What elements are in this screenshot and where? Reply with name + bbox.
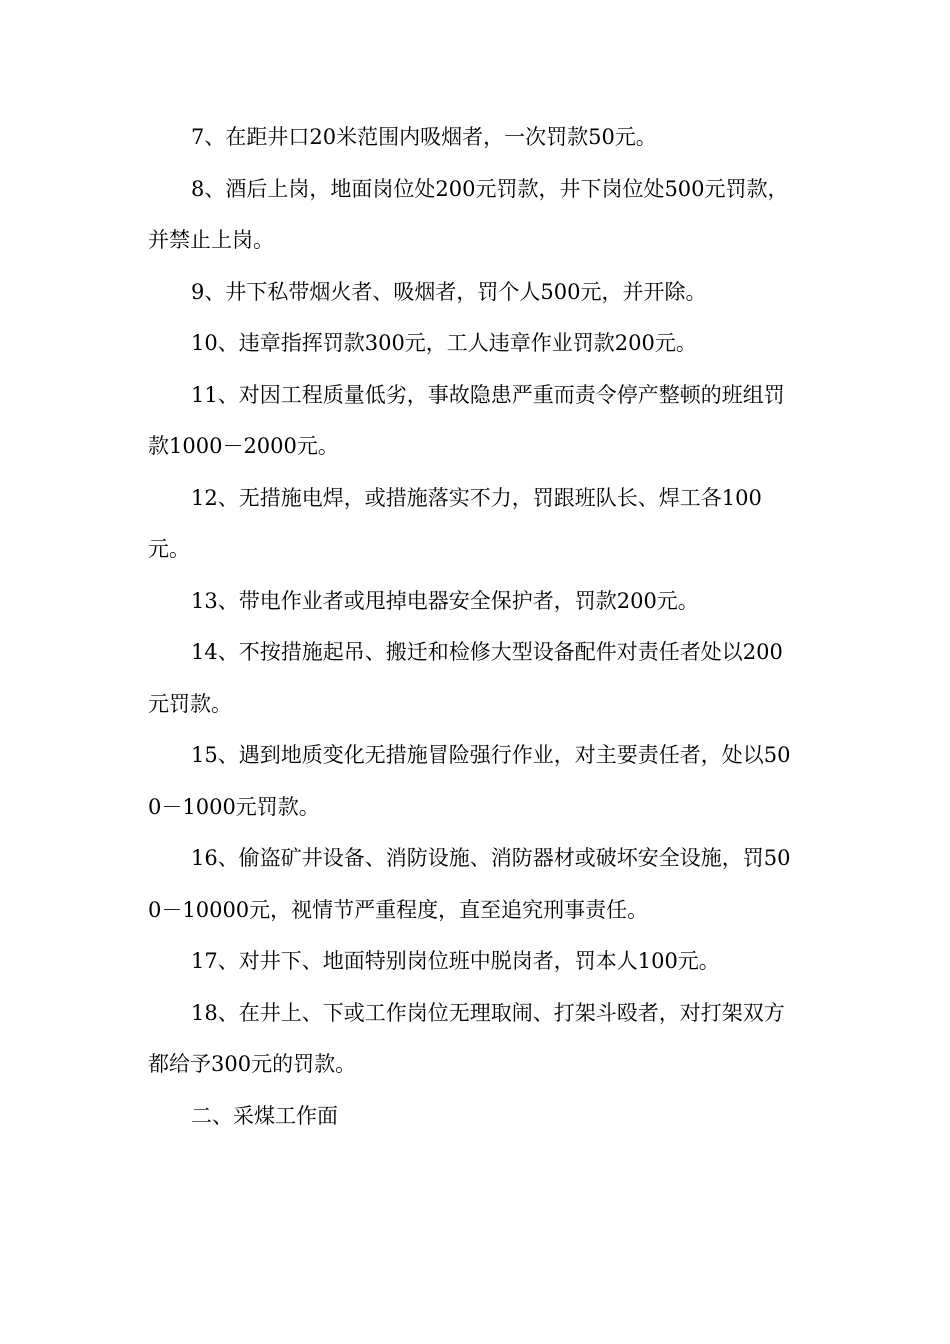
section-heading-coal-face: 二、采煤工作面 (191, 1103, 338, 1128)
paragraph-rule-12: 12、无措施电焊，或措施落实不力，罚跟班队长、焊工各100元。 (148, 485, 762, 561)
paragraph-rule-8: 8、酒后上岗，地面岗位处200元罚款，井下岗位处500元罚款，并禁止上岗。 (148, 176, 789, 252)
paragraph-rule-11: 11、对因工程质量低劣，事故隐患严重而责令停产整顿的班组罚款1000－2000元。 (148, 382, 785, 458)
paragraph-rule-7: 7、在距井口20米范围内吸烟者，一次罚款50元。 (191, 125, 657, 149)
paragraph-rule-17: 17、对井下、地面特别岗位班中脱岗者，罚本人100元。 (191, 949, 720, 973)
document-body (148, 112, 798, 1142)
paragraph-rule-18: 18、在井上、下或工作岗位无理取闹、打架斗殴者，对打架双方都给予300元的罚款。 (148, 1000, 785, 1076)
paragraph-rule-9: 9、井下私带烟火者、吸烟者，罚个人500元，并开除。 (191, 279, 707, 304)
paragraph-rule-13: 13、带电作业者或甩掉电器安全保护者，罚款200元。 (191, 588, 699, 613)
paragraph-rule-10: 10、违章指挥罚款300元，工人违章作业罚款200元。 (191, 331, 697, 355)
paragraph-rule-14: 14、不按措施起吊、搬迁和检修大型设备配件对责任者处以200元罚款。 (148, 640, 783, 716)
paragraph-rule-15: 15、遇到地质变化无措施冒险强行作业，对主要责任者，处以500－1000元罚款。 (148, 743, 791, 819)
paragraph-rule-16: 16、偷盗矿井设备、消防设施、消防器材或破坏安全设施，罚500－10000元，视情节严重程度，直至追究刑事责任。 (148, 846, 791, 922)
